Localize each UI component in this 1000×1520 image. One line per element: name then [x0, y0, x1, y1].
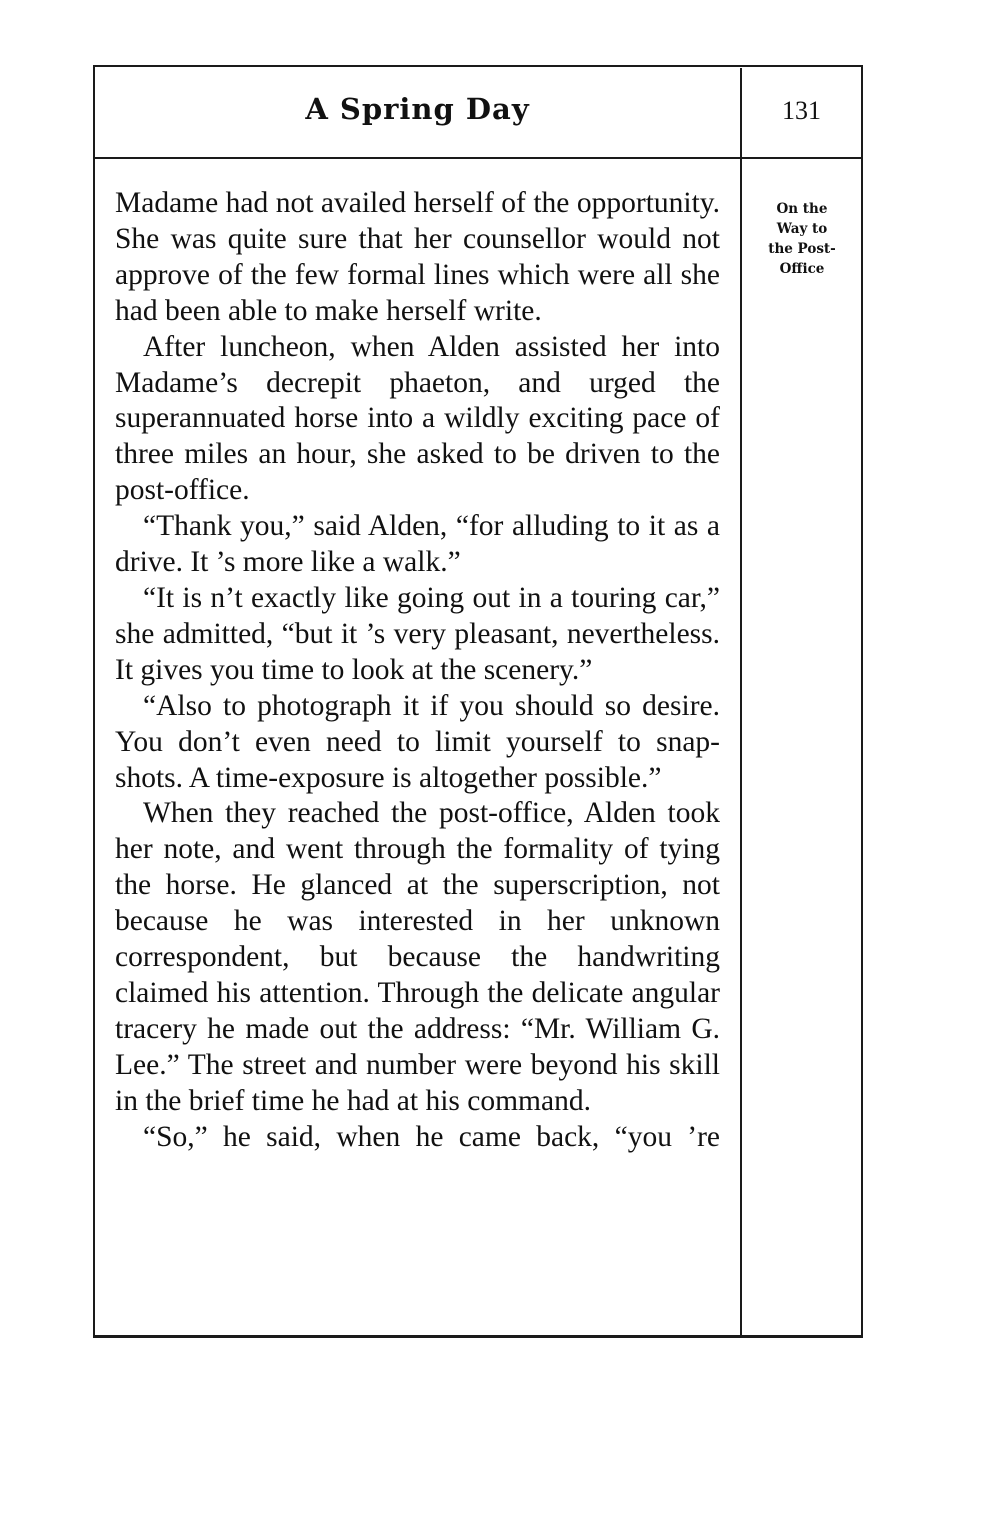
margin-note-line: Way to	[776, 221, 828, 237]
margin-note	[750, 199, 854, 279]
paragraph: “So,” he said, when he came back, “you ’re	[143, 1120, 720, 1153]
running-title: A Spring Day	[305, 92, 530, 126]
margin-divider	[740, 68, 742, 1336]
margin-note-line: the Post-	[768, 241, 836, 257]
page-number: 131	[782, 96, 821, 125]
paragraph: Madame had not availed herself of the opportunity. She was quite sure that her counsellor would not approve of the few formal lines which were all she had been able to make herself write.	[115, 187, 720, 327]
paragraph: “Thank you,” said Alden, “for alluding to it as a drive. It ’s more like a walk.”	[115, 510, 720, 579]
margin-note-line: Office	[779, 261, 825, 277]
margin-note-line: On the	[776, 201, 828, 217]
paragraph: After luncheon, when Alden assisted her into Madame’s decrepit phaeton, and urged the superannuated horse into a wildly exciting pace of three miles an hour, she asked to be driven to the post-office.	[115, 330, 720, 507]
body-text	[115, 186, 720, 1155]
paragraph: “Also to photograph it if you should so desire. You don’t even need to limit yourself to snap-shots. A time-exposure is altogether possible.”	[115, 689, 720, 794]
header-divider	[95, 157, 861, 159]
paragraph: “It is n’t exactly like going out in a touring car,” she admitted, “but it ’s very pleasant, nevertheless. It gives you time to look at the scenery.”	[115, 581, 720, 686]
paragraph: When they reached the post-office, Alden took her note, and went through the formality of tying the horse. He glanced at the superscription, not because he was interested in her unknown correspondent, but because the handwriting claimed his attention. Through the delicate angular tracery he made out the address: “Mr. William G. Lee.” The street and number were beyond his skill in the brief time he had at his command.	[115, 797, 720, 1117]
